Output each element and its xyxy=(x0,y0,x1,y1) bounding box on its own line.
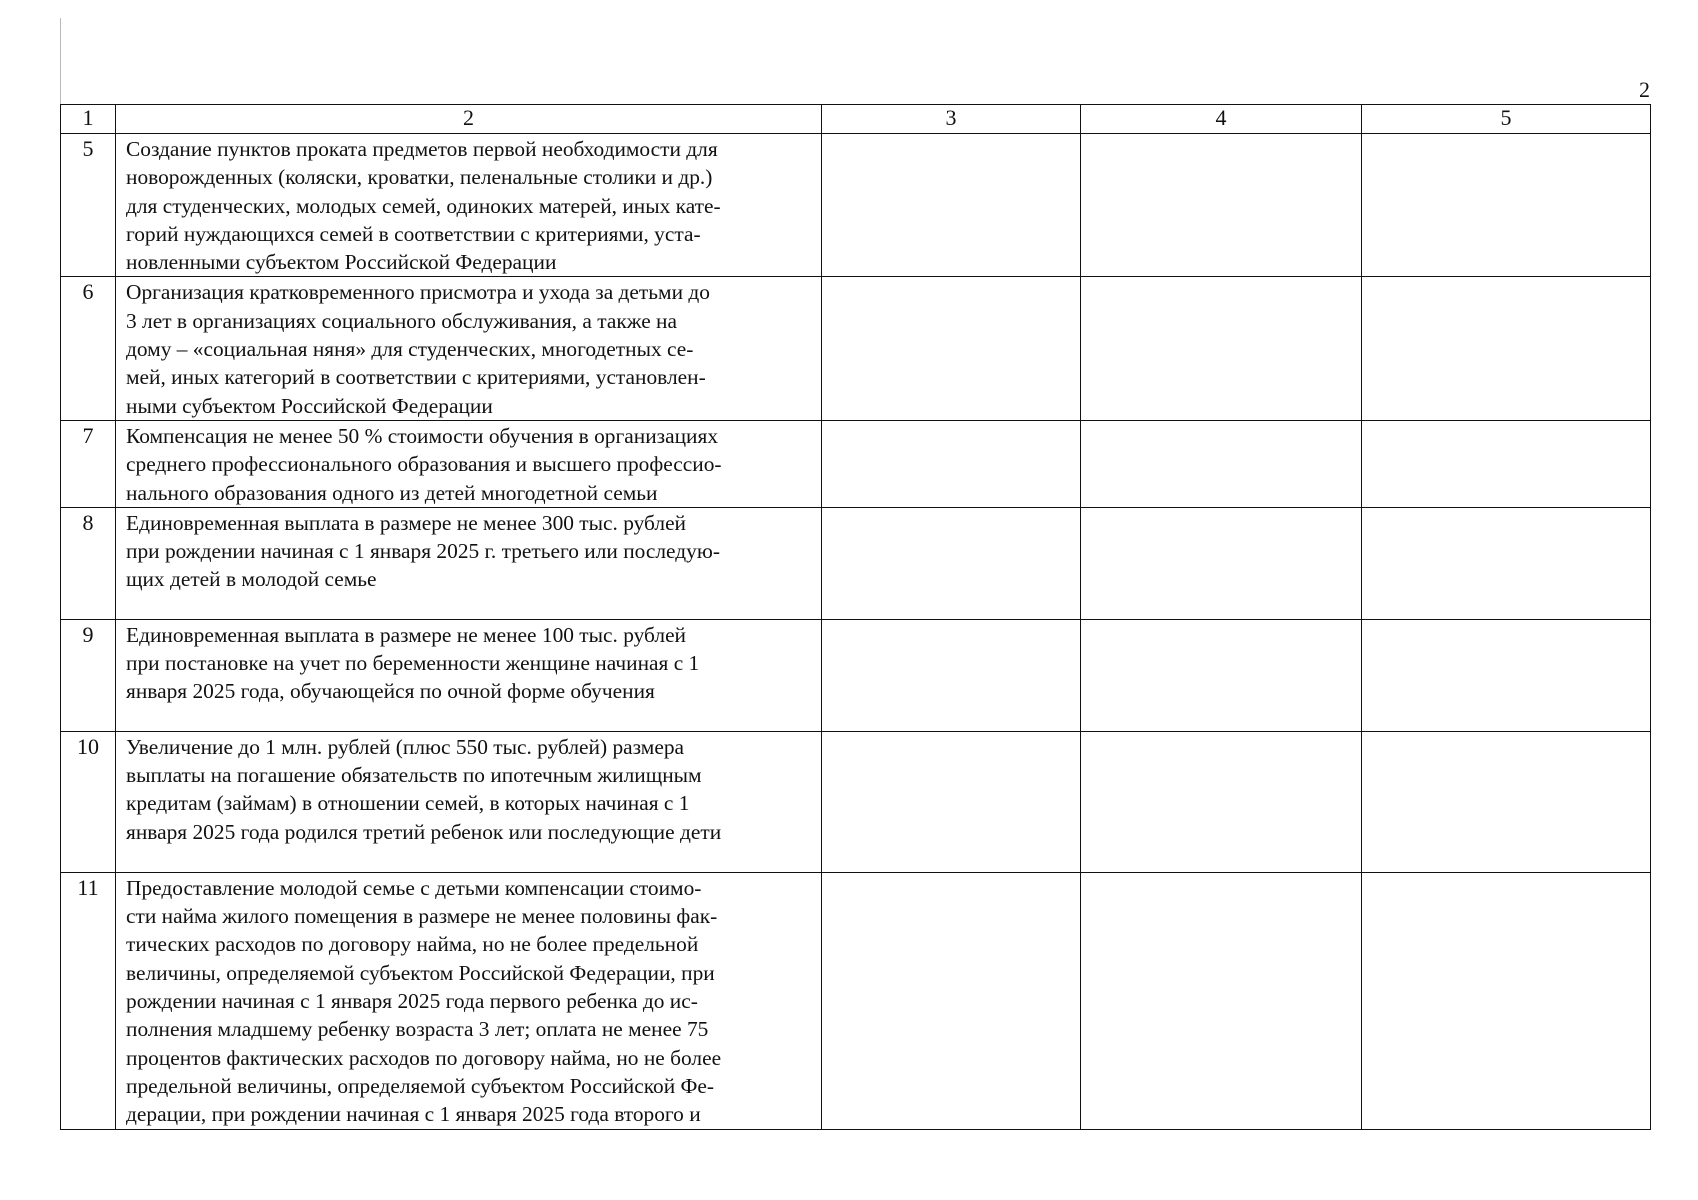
row-number: 6 xyxy=(61,277,116,420)
description-line: при рождении начиная с 1 января 2025 г. третьего или последую- xyxy=(126,539,720,564)
description-line: среднего профессионального образования и высшего профессио- xyxy=(126,452,722,477)
row-description xyxy=(116,134,822,277)
table-row xyxy=(61,507,1651,619)
column-4-cell xyxy=(1081,872,1362,1129)
column-4-cell xyxy=(1081,619,1362,731)
description-line: ными субъектом Российской Федерации xyxy=(126,393,493,418)
column-header-5: 5 xyxy=(1362,105,1651,134)
column-5-cell xyxy=(1362,619,1651,731)
description-line: дому – «социальная няня» для студенческих, многодетных се- xyxy=(126,337,694,362)
description-line: сти найма жилого помещения в размере не менее половины фак- xyxy=(126,904,718,929)
description-line: нального образования одного из детей многодетной семьи xyxy=(126,480,658,505)
row-number: 7 xyxy=(61,420,116,507)
description-line: января 2025 года, обучающейся по очной форме обучения xyxy=(126,679,655,704)
column-4-cell xyxy=(1081,731,1362,872)
description-line: полнения младшему ребенку возраста 3 лет; оплата не менее 75 xyxy=(126,1017,709,1042)
column-5-cell xyxy=(1362,872,1651,1129)
description-line: щих детей в молодой семье xyxy=(126,567,377,592)
column-3-cell xyxy=(822,134,1081,277)
description-line: Предоставление молодой семье с детьми компенсации стоимо- xyxy=(126,875,702,900)
description-line: Компенсация не менее 50 % стоимости обучения в организациях xyxy=(126,423,719,448)
description-line: при постановке на учет по беременности женщине начиная с 1 xyxy=(126,651,700,676)
table-row xyxy=(61,731,1651,872)
column-header-4: 4 xyxy=(1081,105,1362,134)
description-line: кредитам (займам) в отношении семей, в которых начиная с 1 xyxy=(126,791,690,816)
description-line: величины, определяемой субъектом Российской Федерации, при xyxy=(126,960,715,985)
column-3-cell xyxy=(822,277,1081,420)
page-number: 2 xyxy=(1639,77,1650,102)
description-line: процентов фактических расходов по договору найма, но не более xyxy=(126,1045,722,1070)
column-5-cell xyxy=(1362,507,1651,619)
row-description xyxy=(116,277,822,420)
column-header-2: 2 xyxy=(116,105,822,134)
column-5-cell xyxy=(1362,134,1651,277)
row-number: 8 xyxy=(61,507,116,619)
description-line: для студенческих, молодых семей, одиноких матерей, иных кате- xyxy=(126,193,721,218)
column-4-cell xyxy=(1081,420,1362,507)
table-row xyxy=(61,619,1651,731)
column-3-cell xyxy=(822,420,1081,507)
row-number: 11 xyxy=(61,872,116,1129)
column-3-cell xyxy=(822,507,1081,619)
column-4-cell xyxy=(1081,134,1362,277)
description-line: тических расходов по договору найма, но не более предельной xyxy=(126,932,699,957)
description-line: предельной величины, определяемой субъектом Российской Фе- xyxy=(126,1073,715,1098)
column-3-cell xyxy=(822,619,1081,731)
description-line: выплаты на погашение обязательств по ипотечным жилищным xyxy=(126,763,702,788)
description-line: новорожденных (коляски, кроватки, пеленальные столики и др.) xyxy=(126,165,713,190)
table-row xyxy=(61,277,1651,420)
description-line: Увеличение до 1 млн. рублей (плюс 550 тыс. рублей) размера xyxy=(126,734,685,759)
description-line: Единовременная выплата в размере не менее 300 тыс. рублей xyxy=(126,510,687,535)
column-4-cell xyxy=(1081,277,1362,420)
description-line: января 2025 года родился третий ребенок или последующие дети xyxy=(126,819,722,844)
table-row xyxy=(61,134,1651,277)
column-4-cell xyxy=(1081,507,1362,619)
row-description xyxy=(116,420,822,507)
description-line: дерации, при рождении начиная с 1 января 2025 года второго и xyxy=(126,1102,701,1127)
row-description xyxy=(116,731,822,872)
row-description xyxy=(116,507,822,619)
column-3-cell xyxy=(822,872,1081,1129)
description-line: Единовременная выплата в размере не менее 100 тыс. рублей xyxy=(126,622,687,647)
description-line: Создание пунктов проката предметов первой необходимости для xyxy=(126,137,718,161)
row-description xyxy=(116,872,822,1129)
table-row xyxy=(61,420,1651,507)
row-number: 5 xyxy=(61,134,116,277)
column-header-3: 3 xyxy=(822,105,1081,134)
column-header-1: 1 xyxy=(61,105,116,134)
column-5-cell xyxy=(1362,277,1651,420)
table-row xyxy=(61,872,1651,1129)
row-description xyxy=(116,619,822,731)
table-header-row xyxy=(61,105,1651,134)
description-line: новленными субъектом Российской Федерации xyxy=(126,250,557,275)
description-line: 3 лет в организациях социального обслуживания, а также на xyxy=(126,308,677,333)
column-5-cell xyxy=(1362,731,1651,872)
row-number: 10 xyxy=(61,731,116,872)
column-3-cell xyxy=(822,731,1081,872)
description-line: Организация кратковременного присмотра и ухода за детьми до xyxy=(126,280,710,305)
description-line: рождении начиная с 1 января 2025 года первого ребенка до ис- xyxy=(126,989,698,1014)
description-line: мей, иных категорий в соответствии с критериями, установлен- xyxy=(126,365,706,390)
measures-table xyxy=(60,104,1651,1130)
row-number: 9 xyxy=(61,619,116,731)
column-5-cell xyxy=(1362,420,1651,507)
description-line: горий нуждающихся семей в соответствии с критериями, уста- xyxy=(126,221,701,246)
